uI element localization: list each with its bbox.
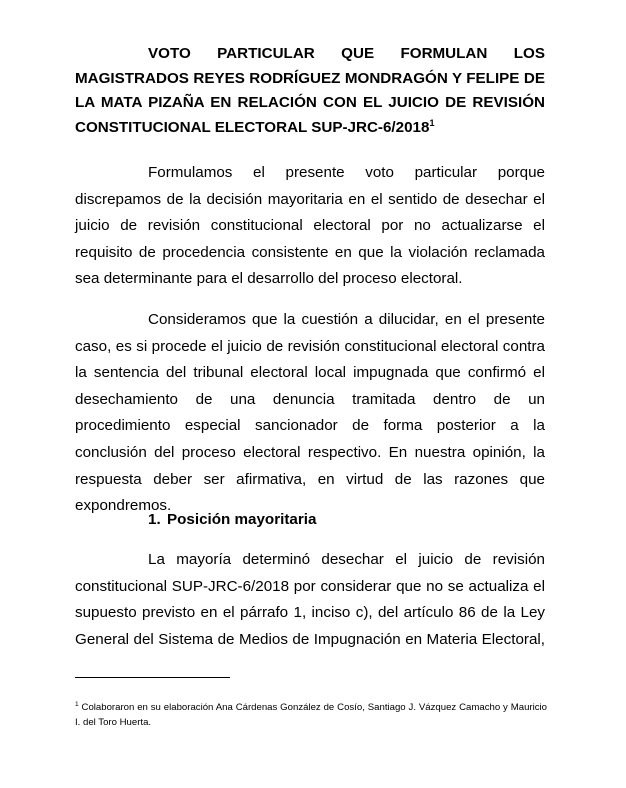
footnote-text: Colaboraron en su elaboración Ana Cárdenas González de Cosío, Santiago J. Vázquez Camacho y Mauricio I. del Toro Huerta. — [75, 702, 547, 728]
footnote-separator — [75, 677, 230, 678]
paragraph-majority: La mayoría determinó desechar el juicio de revisión constitucional SUP-JRC-6/2018 por considerar que no se actualiza el supuesto previsto en el párrafo 1, inciso c), del artículo 86 de la Ley General del Sistema de Medios de Impugnación en Materia Electoral, — [75, 551, 545, 648]
title-footnote-ref: 1 — [429, 117, 435, 128]
document-title — [75, 42, 545, 140]
footnote — [75, 701, 547, 730]
footnote-marker: 1 — [75, 700, 79, 708]
section-number: 1. — [148, 511, 161, 528]
section-title: Posición mayoritaria — [167, 511, 317, 528]
paragraph-question: Consideramos que la cuestión a dilucidar, en el presente caso, es si procede el juicio de revisión constitucional electoral contra la sentencia del tribunal electoral local impugnada que confirmó el desechamiento de una denuncia tramitada dentro de un procedimiento especial sancionador de forma posterior a la conclusión del proceso electoral respectivo. En nuestra opinión, la respuesta deber ser afirmativa, en virtud de las razones que expondremos. — [75, 311, 545, 515]
title-text: VOTO PARTICULAR QUE FORMULAN LOS MAGISTRADOS REYES RODRÍGUEZ MONDRAGÓN Y FELIPE DE LA MATA PIZAÑA EN RELACIÓN CON EL JUICIO DE REVISIÓN CONSTITUCIONAL ELECTORAL SUP-JRC-6/2018 — [75, 45, 545, 136]
paragraph-intro: Formulamos el presente voto particular porque discrepamos de la decisión mayoritaria en el sentido de desechar el juicio de revisión constitucional electoral por no actualizarse el requisito de procedencia consistente en que la violación reclamada sea determinante para el desarrollo del proceso electoral. — [75, 164, 545, 288]
section-heading — [148, 508, 316, 532]
